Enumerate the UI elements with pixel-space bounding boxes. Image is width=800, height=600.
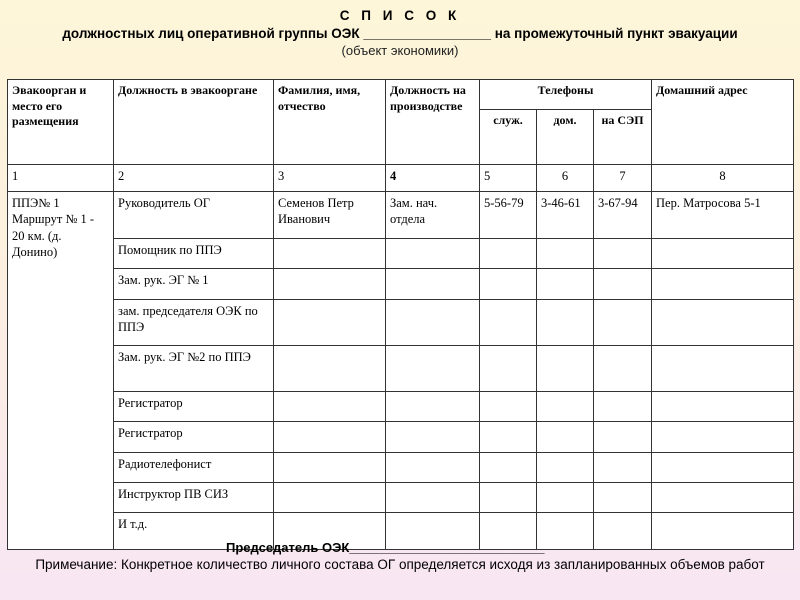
name-cell: [274, 239, 386, 269]
name-cell: [274, 482, 386, 512]
name-cell: [274, 269, 386, 299]
work-phone-cell: [480, 422, 537, 452]
name-cell: [274, 345, 386, 391]
job-cell: [386, 299, 480, 345]
job-cell: Зам. нач. отдела: [386, 192, 480, 239]
column-number: 8: [652, 164, 794, 191]
header-fullname: Фамилия, имя, отчество: [274, 80, 386, 165]
column-number: 4: [386, 164, 480, 191]
table-row: [8, 422, 794, 452]
header-job: Должность на производстве: [386, 80, 480, 165]
job-cell: [386, 391, 480, 421]
work-phone-cell: 5-56-79: [480, 192, 537, 239]
work-phone-cell: [480, 391, 537, 421]
table-row: [8, 452, 794, 482]
header-phone-sep: на СЭП: [594, 110, 652, 164]
column-number: 2: [114, 164, 274, 191]
work-phone-cell: [480, 299, 537, 345]
table-row: [8, 345, 794, 391]
home-phone-cell: [537, 452, 594, 482]
home-phone-cell: [537, 239, 594, 269]
sep-phone-cell: [594, 269, 652, 299]
position-cell: Помощник по ППЭ: [114, 239, 274, 269]
sep-phone-cell: [594, 513, 652, 550]
address-cell: [652, 482, 794, 512]
position-cell: Регистратор: [114, 422, 274, 452]
address-cell: [652, 239, 794, 269]
table-row: [8, 299, 794, 345]
work-phone-cell: [480, 269, 537, 299]
work-phone-cell: [480, 482, 537, 512]
sep-phone-cell: [594, 299, 652, 345]
header-address: Домашний адрес: [652, 80, 794, 165]
work-phone-cell: [480, 452, 537, 482]
home-phone-cell: [537, 299, 594, 345]
name-cell: Семенов Петр Иванович: [274, 192, 386, 239]
sep-phone-cell: [594, 345, 652, 391]
position-cell: зам. председателя ОЭК по ППЭ: [114, 299, 274, 345]
work-phone-cell: [480, 239, 537, 269]
home-phone-cell: 3-46-61: [537, 192, 594, 239]
home-phone-cell: [537, 269, 594, 299]
job-cell: [386, 345, 480, 391]
evacorgan-place-cell: ППЭ№ 1 Маршрут № 1 - 20 км. (д. Донино): [8, 192, 114, 550]
sep-phone-cell: [594, 452, 652, 482]
table-row: [8, 391, 794, 421]
header-phone-home: дом.: [537, 110, 594, 164]
sep-phone-cell: [594, 239, 652, 269]
job-cell: [386, 452, 480, 482]
table-row: [8, 269, 794, 299]
name-cell: [274, 452, 386, 482]
position-cell: Инструктор ПВ СИЗ: [114, 482, 274, 512]
position-cell: И т.д.: [114, 513, 274, 550]
home-phone-cell: [537, 422, 594, 452]
position-cell: Зам. рук. ЭГ №2 по ППЭ: [114, 345, 274, 391]
sep-phone-cell: [594, 482, 652, 512]
address-cell: [652, 345, 794, 391]
address-cell: [652, 269, 794, 299]
sep-phone-cell: [594, 422, 652, 452]
sep-phone-cell: 3-67-94: [594, 192, 652, 239]
position-cell: Руководитель ОГ: [114, 192, 274, 239]
address-cell: [652, 391, 794, 421]
column-number: 5: [480, 164, 537, 191]
home-phone-cell: [537, 391, 594, 421]
name-cell: [274, 299, 386, 345]
home-phone-cell: [537, 345, 594, 391]
job-cell: [386, 482, 480, 512]
column-number: 3: [274, 164, 386, 191]
address-cell: [652, 422, 794, 452]
column-number: 6: [537, 164, 594, 191]
list-title: С П И С О К: [339, 8, 461, 23]
footnote: Примечание: Конкретное количество личного состава ОГ определяется исходя из запланированных объемов работ: [35, 557, 765, 572]
name-cell: [274, 391, 386, 421]
position-cell: Радиотелефонист: [114, 452, 274, 482]
job-cell: [386, 422, 480, 452]
table-row: [8, 192, 794, 239]
address-cell: [652, 452, 794, 482]
name-cell: [274, 422, 386, 452]
home-phone-cell: [537, 513, 594, 550]
job-cell: [386, 239, 480, 269]
header-position: Должность в эвакооргане: [114, 80, 274, 165]
job-cell: [386, 269, 480, 299]
home-phone-cell: [537, 482, 594, 512]
header-phone-work: служ.: [480, 110, 537, 164]
address-cell: [652, 299, 794, 345]
column-number-row: [8, 164, 794, 191]
sep-phone-cell: [594, 391, 652, 421]
work-phone-cell: [480, 345, 537, 391]
list-subtitle: должностных лиц оперативной группы ОЭК _________________ на промежуточный пункт эвакуации: [62, 26, 738, 41]
header-evacorgan: Эвакоорган и место его размещения: [8, 80, 114, 165]
object-note: (объект экономики): [341, 43, 459, 58]
position-cell: Регистратор: [114, 391, 274, 421]
column-number: 7: [594, 164, 652, 191]
address-cell: [652, 513, 794, 550]
header-phones: Телефоны: [480, 80, 652, 110]
chairman-signature: Председатель ОЭК___________________________: [226, 540, 545, 555]
table-row: [8, 482, 794, 512]
table-row: [8, 239, 794, 269]
column-number: 1: [8, 164, 114, 191]
position-cell: Зам. рук. ЭГ № 1: [114, 269, 274, 299]
personnel-table: [7, 79, 794, 550]
address-cell: Пер. Матросова 5-1: [652, 192, 794, 239]
